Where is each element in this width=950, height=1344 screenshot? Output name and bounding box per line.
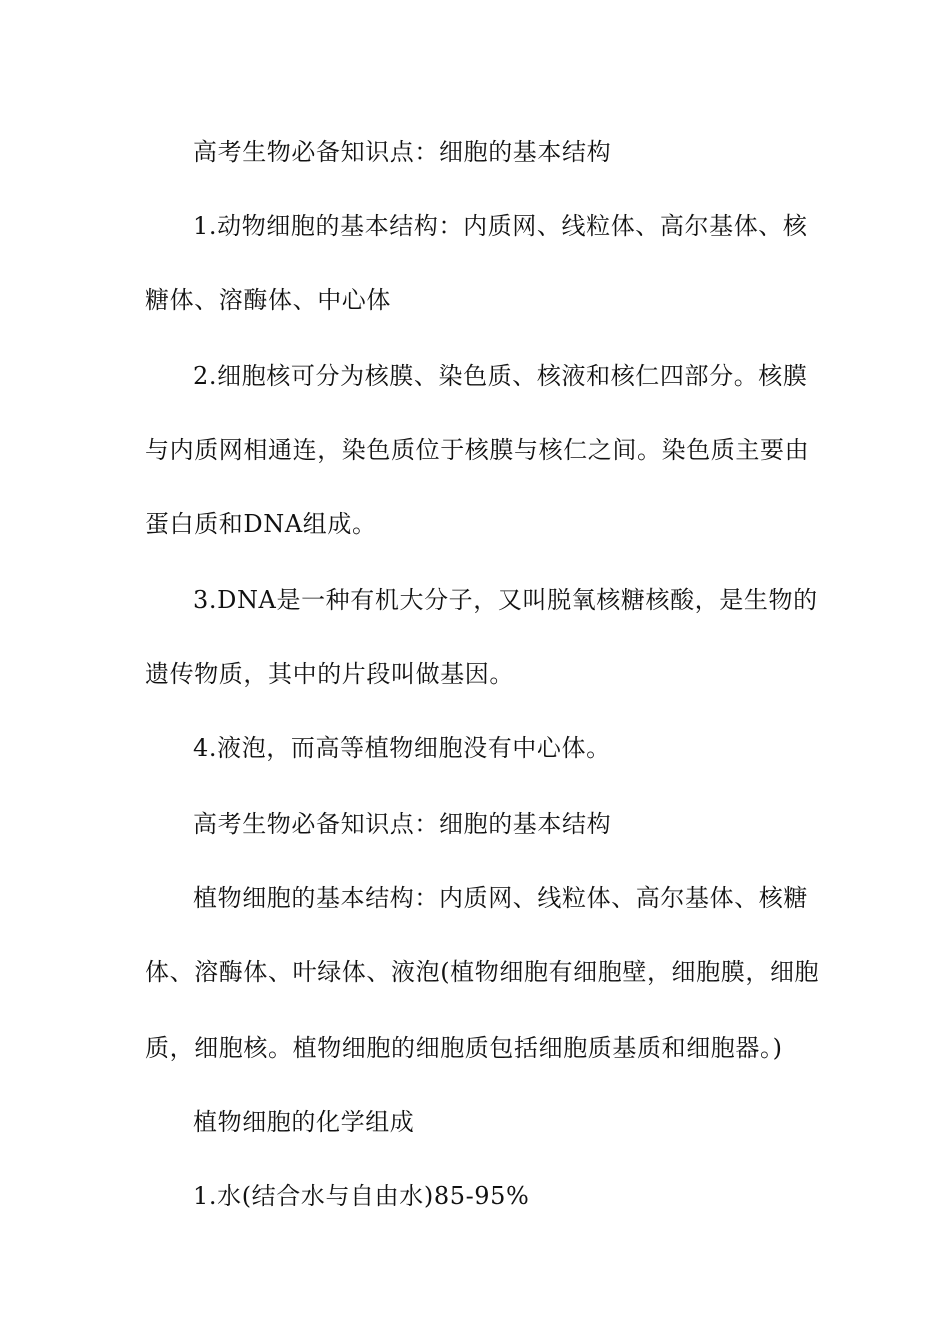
paragraph-line: 4.液泡，而高等植物细胞没有中心体。 xyxy=(193,734,611,762)
paragraph-line: 与内质网相通连，染色质位于核膜与核仁之间。染色质主要由 xyxy=(145,436,810,464)
paragraph-line: 2.细胞核可分为核膜、染色质、核液和核仁四部分。核膜 xyxy=(193,362,808,390)
paragraph-line: 糖体、溶酶体、中心体 xyxy=(145,286,391,314)
paragraph-line: 体、溶酶体、叶绿体、液泡(植物细胞有细胞壁，细胞膜，细胞 xyxy=(145,958,820,986)
paragraph-line: 1.动物细胞的基本结构：内质网、线粒体、高尔基体、核 xyxy=(193,212,808,240)
section-heading: 高考生物必备知识点：细胞的基本结构 xyxy=(193,810,612,838)
section-heading: 植物细胞的化学组成 xyxy=(193,1108,415,1136)
paragraph-line: 植物细胞的基本结构：内质网、线粒体、高尔基体、核糖 xyxy=(193,884,808,912)
paragraph-line: 蛋白质和DNA组成。 xyxy=(145,510,377,538)
section-heading: 高考生物必备知识点：细胞的基本结构 xyxy=(193,138,612,166)
paragraph-line: 1.水(结合水与自由水)85-95% xyxy=(193,1182,530,1210)
paragraph-line: 遗传物质，其中的片段叫做基因。 xyxy=(145,660,514,688)
paragraph-line: 质，细胞核。植物细胞的细胞质包括细胞质基质和细胞器。) xyxy=(145,1034,783,1062)
paragraph-line: 3.DNA是一种有机大分子，又叫脱氧核糖核酸，是生物的 xyxy=(193,586,818,614)
